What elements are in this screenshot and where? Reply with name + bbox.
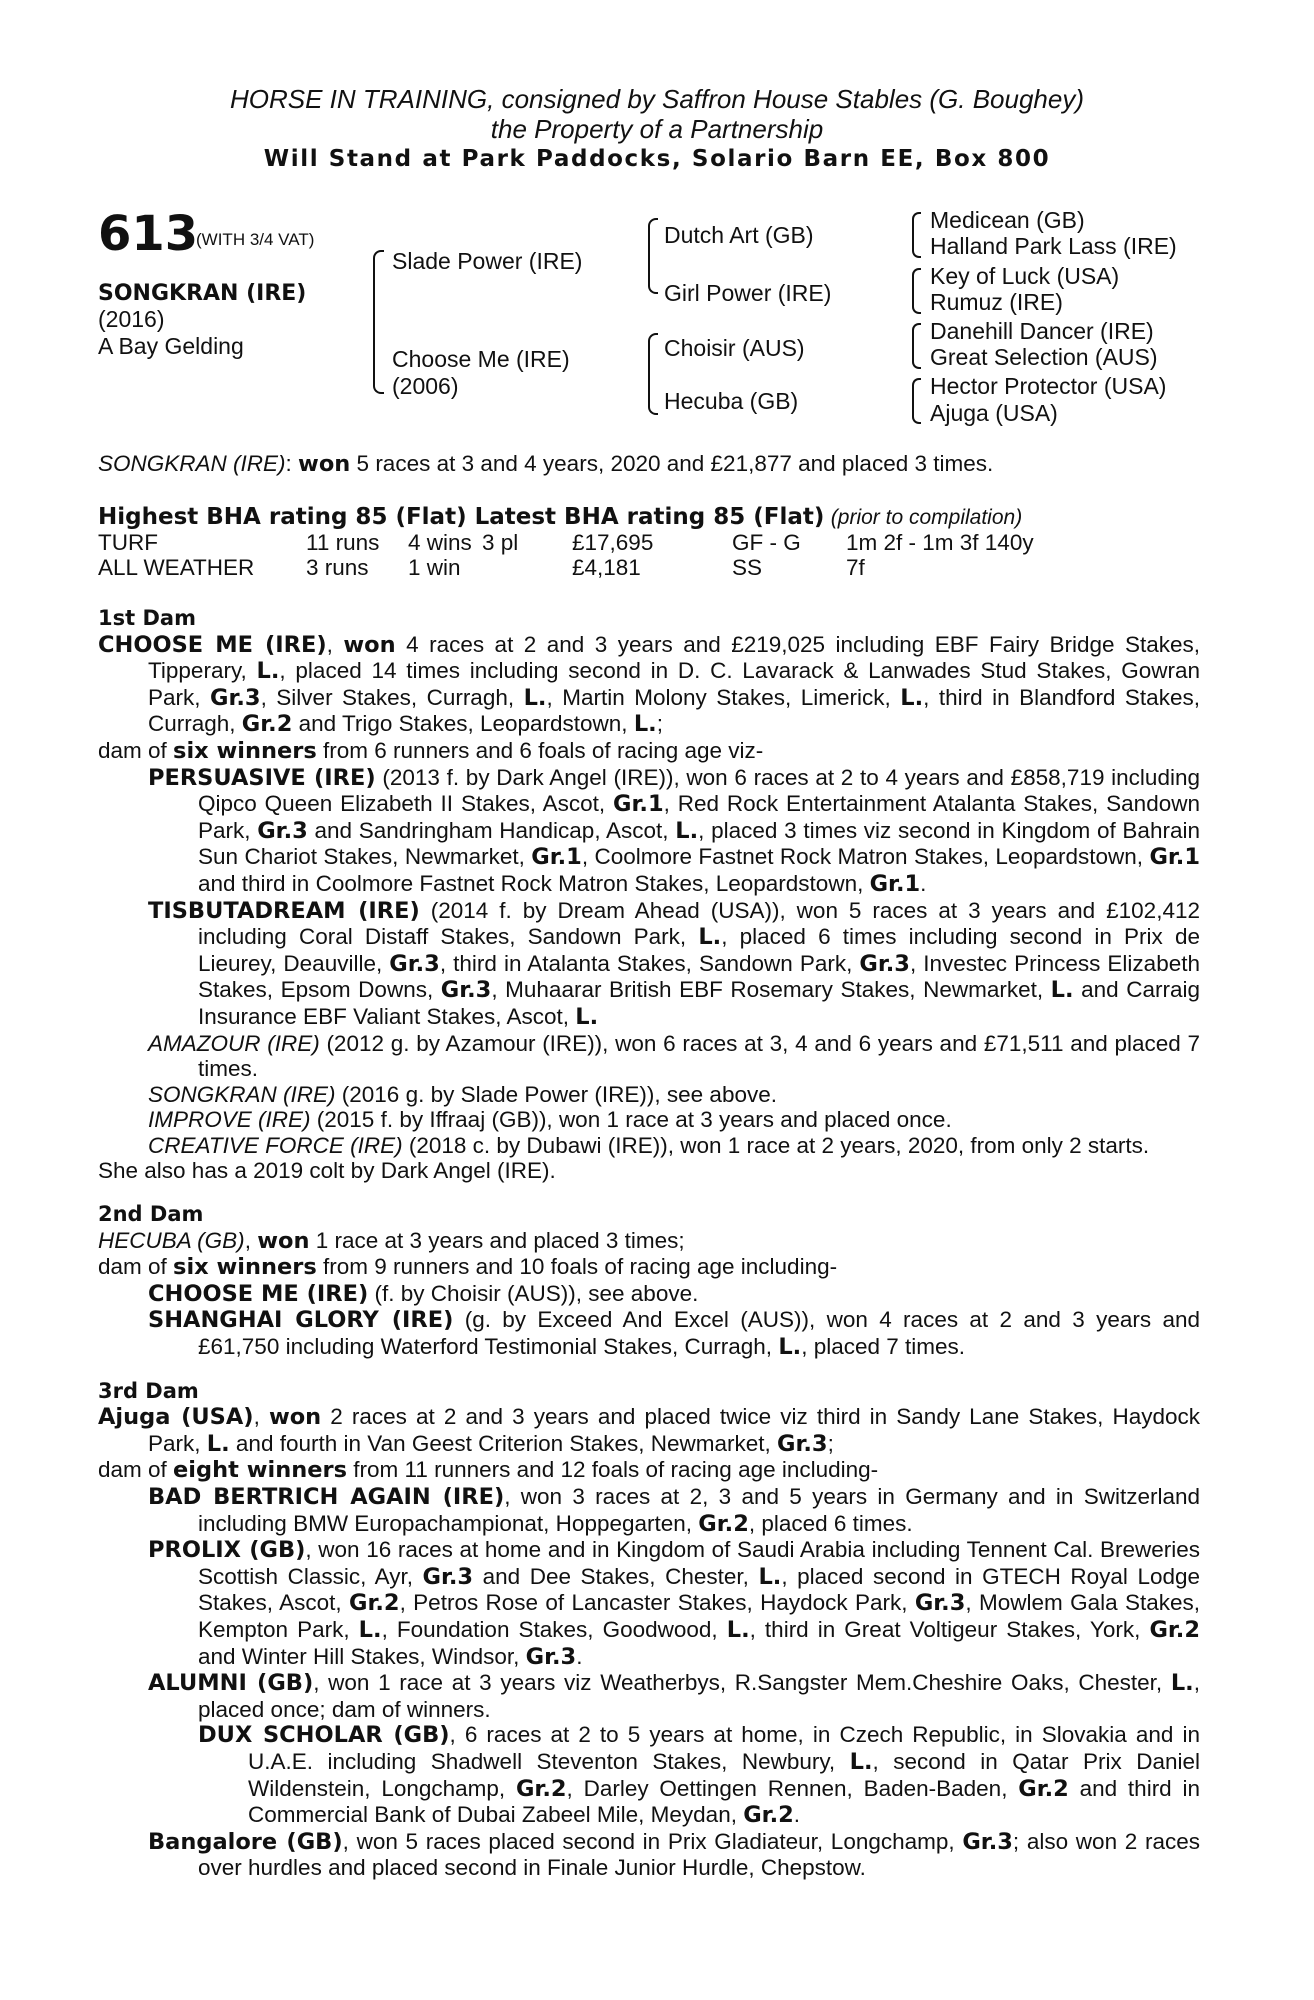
offspring-entry xyxy=(148,898,1200,1031)
record-text: (2015 f. by Iffraaj (GB)), won 1 race at 3 years and placed once. xyxy=(310,1107,952,1133)
table-cell: GF - G xyxy=(732,530,801,555)
grade: Gr.3 xyxy=(422,1563,474,1590)
offspring-entry xyxy=(148,1829,1200,1881)
second-dam-heading: 2nd Dam xyxy=(98,1202,204,1227)
record-text: (2018 c. by Dubawi (IRE)), won 1 race at 2 years, 2020, from only 2 starts. xyxy=(402,1132,1150,1158)
grade: Gr.3 xyxy=(962,1828,1013,1855)
record-text: , placed once; dam of winners. xyxy=(198,1670,1200,1722)
record-text: , Muhaarar British EBF Rosemary Stakes, Newmarket, xyxy=(491,977,1051,1003)
record-text: and fourth in Van Geest Criterion Stakes, Newmarket, xyxy=(229,1430,777,1456)
pedigree-g5: Danehill Dancer (IRE) xyxy=(930,318,1154,344)
grade: L. xyxy=(758,1563,782,1590)
record-text: , Petros Rose of Lancaster Stakes, Haydock Park, xyxy=(399,1590,915,1616)
record-text: from 11 runners and 12 foals of racing age including- xyxy=(347,1457,879,1483)
pedigree-brace-3a xyxy=(912,212,921,258)
third-dam-record: Ajuga (USA), won 2 races at 2 and 3 years and placed twice viz third in Sandy Lane Stakes, Haydock Park, L. and fourth in Van Geest Criterion Stakes, Newmarket, Gr.3; xyxy=(98,1404,1201,1457)
grade: Gr.1 xyxy=(531,844,582,871)
ownership-line: the Property of a Partnership xyxy=(490,114,824,144)
lot-description: A Bay Gelding xyxy=(98,333,244,359)
summary-horse-name: SONGKRAN (IRE) xyxy=(98,451,286,476)
offspring-name: TISBUTADREAM (IRE) xyxy=(148,897,420,924)
record-text: dam of xyxy=(98,737,174,763)
consignor-line: HORSE IN TRAINING, consigned by Saffron House Stables (G. Boughey) xyxy=(229,84,1085,114)
rating-text: Highest BHA rating 85 (Flat) Latest BHA rating 85 (Flat) xyxy=(98,504,825,530)
vat-note: (WITH 3/4 VAT) xyxy=(196,230,315,249)
won-word: won xyxy=(268,1404,322,1431)
table-cell: 3 pl xyxy=(482,530,519,555)
record-text: . xyxy=(576,1643,583,1669)
grade: Gr.1 xyxy=(1149,844,1200,871)
pedigree-g3: Key of Luck (USA) xyxy=(930,263,1120,289)
record-text: from 9 runners and 10 foals of racing age including- xyxy=(316,1254,838,1280)
record-text: and Winter Hill Stakes, Windsor, xyxy=(198,1643,526,1669)
pedigree-dam-year: (2006) xyxy=(392,373,459,399)
pedigree-g8: Ajuga (USA) xyxy=(930,400,1058,426)
grade: L. xyxy=(358,1616,382,1643)
record-text: ; xyxy=(827,1430,834,1456)
offspring-entry xyxy=(148,765,1200,898)
table-cell xyxy=(482,555,572,580)
record-text: 4 races at 2 and 3 years and £219,025 including EBF Fairy Bridge Stakes, Tipperary, xyxy=(148,631,1200,684)
offspring-name: PERSUASIVE (IRE) xyxy=(148,764,376,791)
grade: Gr.2 xyxy=(515,1775,567,1802)
pedigree-g7: Hector Protector (USA) xyxy=(930,373,1167,399)
grade: L. xyxy=(633,711,657,738)
offspring-name: Bangalore (GB) xyxy=(148,1828,343,1855)
dam-name: CHOOSE ME (IRE) xyxy=(98,631,327,658)
record-text: , placed 3 times viz second in Kingdom of Bahrain Sun Chariot Stakes, Newmarket, xyxy=(198,817,1200,870)
table-cell: SS xyxy=(732,555,763,580)
winners-count: six winners xyxy=(173,737,317,764)
pedigree-g6: Great Selection (AUS) xyxy=(930,344,1158,370)
table-cell: 1 win xyxy=(408,555,461,580)
second-dam-record: HECUBA (GB), won 1 race at 3 years and placed 3 times; xyxy=(98,1227,685,1254)
grade: Gr.3 xyxy=(440,977,492,1004)
record-text: and Carraig Insurance EBF Valiant Stakes, Ascot, xyxy=(198,977,1200,1029)
pedigree-dam-sire: Choisir (AUS) xyxy=(664,335,805,361)
record-text: from 6 runners and 6 foals of racing age viz- xyxy=(316,737,764,763)
first-dam-heading: 1st Dam xyxy=(98,606,196,630)
record-text: and third in Coolmore Fastnet Rock Matron Stakes, Leopardstown, xyxy=(198,870,870,896)
table-cell: £17,695 xyxy=(572,530,654,555)
grade: L. xyxy=(778,1334,802,1361)
pedigree-g2: Halland Park Lass (IRE) xyxy=(930,233,1177,259)
pedigree-brace-3b xyxy=(912,268,921,314)
first-dam-record: CHOOSE ME (IRE), won 4 races at 2 and 3 years and £219,025 including EBF Fairy Bridge Stakes, Tipperary, L., placed 14 times including second in D. C. Lavarack & Lanwades Stud Stakes, Gowran Park, Gr.3, Silver Stakes, Curragh, L., Martin Molony Stakes, Limerick, L., third in Blandford Stakes, Curragh, Gr.2 and Trigo Stakes, Leopardstown, L.; xyxy=(98,631,1200,738)
grade: L. xyxy=(726,1616,750,1643)
record-text: (f. by Choisir (AUS)), see above. xyxy=(368,1280,699,1306)
table-cell: ALL WEATHER xyxy=(98,555,255,580)
record-text: , Red Rock Entertainment Atalanta Stakes, Sandown Park, xyxy=(198,791,1200,843)
record-text: ; also won 2 races over hurdles and placed second in Finale Junior Hurdle, Chepstow. xyxy=(198,1828,1200,1881)
winners-count: six winners xyxy=(173,1254,317,1281)
also-has-line: She also has a 2019 colt by Dark Angel (IRE). xyxy=(98,1158,556,1184)
record-text: (2014 f. by Dream Ahead (USA)), won 5 races at 3 years and £102,412 including Coral Distaff Stakes, Sandown Park, xyxy=(198,897,1200,950)
grade: Gr.3 xyxy=(257,817,308,844)
won-word: won xyxy=(257,1227,310,1254)
record-text: (2012 g. by Azamour (IRE)), won 6 races at 3, 4 and 6 years and £71,511 and placed 7 times. xyxy=(198,1030,1200,1082)
lot-foaling-year: (2016) xyxy=(98,306,165,332)
offspring-name: CHOOSE ME (IRE) xyxy=(148,1280,369,1307)
pedigree-brace-1 xyxy=(373,250,384,394)
table-cell: TURF xyxy=(98,530,158,555)
record-text: dam of xyxy=(98,1254,174,1280)
record-text: (2016 g. by Slade Power (IRE)), see above. xyxy=(335,1081,777,1107)
grade: L. xyxy=(575,1003,599,1030)
offspring-entry xyxy=(148,1281,1200,1308)
record-text: , placed 7 times. xyxy=(801,1334,966,1360)
table-cell: 11 runs xyxy=(306,530,380,555)
grade: Gr.2 xyxy=(1149,1616,1200,1643)
grade: Gr.3 xyxy=(525,1643,577,1670)
won-word: won xyxy=(343,631,396,658)
record-text: . xyxy=(920,870,927,896)
pedigree-brace-2a xyxy=(648,218,658,294)
winners-count: eight winners xyxy=(173,1457,348,1484)
offspring-name: DUX SCHOLAR (GB) xyxy=(198,1722,450,1749)
summary-won: won xyxy=(298,451,351,477)
pedigree-sire-dam: Girl Power (IRE) xyxy=(664,280,832,306)
pedigree-brace-3c xyxy=(912,323,921,369)
record-text: and Dee Stakes, Chester, xyxy=(473,1563,759,1589)
grade: L. xyxy=(206,1430,230,1457)
record-text: , third in Blandford Stakes, Curragh, xyxy=(148,684,1200,737)
record-text: , won 5 races placed second in Prix Gladiateur, Longchamp, xyxy=(342,1828,963,1854)
pedigree-g4: Rumuz (IRE) xyxy=(930,289,1063,315)
record-text: dam of xyxy=(98,1457,174,1483)
third-dam-produce-summary xyxy=(98,1457,1200,1484)
grade: L. xyxy=(256,658,280,685)
offspring-entry xyxy=(148,1307,1200,1360)
grade: Gr.3 xyxy=(914,1590,966,1617)
offspring-name: SONGKRAN (IRE) xyxy=(148,1081,336,1107)
grade: Gr.2 xyxy=(241,711,293,738)
grade: Gr.1 xyxy=(613,791,664,818)
table-cell: 1m 2f - 1m 3f 140y xyxy=(846,530,1034,555)
grade: Gr.3 xyxy=(859,950,910,977)
offspring-entry xyxy=(148,1670,1200,1722)
grade: Gr.2 xyxy=(743,1802,794,1829)
offspring-entry xyxy=(148,1484,1200,1537)
record-text: , won 1 race at 3 years viz Weatherbys, R.Sangster Mem.Cheshire Oaks, Chester, xyxy=(313,1670,1171,1696)
offspring-name: CREATIVE FORCE (IRE) xyxy=(148,1132,403,1158)
second-dam-produce-summary xyxy=(98,1254,1200,1281)
offspring-name: PROLIX (GB) xyxy=(148,1537,306,1564)
location-line: Will Stand at Park Paddocks, Solario Barn EE, Box 800 xyxy=(263,146,1051,172)
offspring-entry xyxy=(148,1031,1200,1082)
table-cell: £4,181 xyxy=(572,555,641,580)
record-text: , won 16 races at home and in Kingdom of Saudi Arabia including Tennent Cal. Breweries Scottish Classic, Ayr, xyxy=(198,1537,1200,1589)
record-text: , placed 14 times including second in D. C. Lavarack & Lanwades Stud Stakes, Gowran Park, xyxy=(148,658,1200,710)
record-text: , won 3 races at 2, 3 and 5 years in Germany and in Switzerland including BMW Europachampionat, Hoppegarten, xyxy=(198,1484,1201,1536)
record-text: , Foundation Stakes, Goodwood, xyxy=(381,1616,727,1642)
record-text: , Darley Oettingen Rennen, Baden-Baden, xyxy=(566,1775,1019,1801)
offspring-name: SHANGHAI GLORY (IRE) xyxy=(148,1307,454,1334)
record-text: , placed 6 times. xyxy=(748,1510,913,1536)
record-text: , placed second in GTECH Royal Lodge Stakes, Ascot, xyxy=(198,1563,1201,1616)
record-text: 1 race at 3 years and placed 3 times; xyxy=(309,1227,685,1253)
dam-name: HECUBA (GB) xyxy=(98,1227,245,1253)
grade: Gr.3 xyxy=(777,1430,828,1457)
grade: Gr.2 xyxy=(349,1590,400,1617)
record-text: , third in Atalanta Stakes, Sandown Park, xyxy=(439,950,860,976)
first-dam-produce-summary xyxy=(98,738,1200,765)
record-text: and third in Commercial Bank of Dubai Zabeel Mile, Meydan, xyxy=(248,1775,1200,1828)
offspring-name: BAD BERTRICH AGAIN (IRE) xyxy=(148,1484,505,1510)
table-cell: 3 runs xyxy=(306,555,369,580)
record-text: and Sandringham Handicap, Ascot, xyxy=(307,817,676,843)
record-text: (g. by Exceed And Excel (AUS)), won 4 races at 2 and 3 years and £61,750 including Waterford Testimonial Stakes, Curragh, xyxy=(198,1307,1200,1360)
record-text: , Investec Princess Elizabeth Stakes, Epsom Downs, xyxy=(198,950,1200,1003)
grade: L. xyxy=(1050,977,1074,1004)
pedigree-dam: Choose Me (IRE) xyxy=(392,346,570,372)
offspring-name: IMPROVE (IRE) xyxy=(148,1107,311,1133)
race-record-table xyxy=(98,530,1034,580)
rating-line xyxy=(98,503,1022,530)
pedigree-sire: Slade Power (IRE) xyxy=(392,248,583,274)
offspring-entry xyxy=(198,1722,1200,1828)
record-text: , 6 races at 2 to 5 years at home, in Czech Republic, in Slovakia and in U.A.E. including Shadwell Steventon Stakes, Newbury, xyxy=(248,1722,1200,1774)
grade: Gr.1 xyxy=(869,870,921,897)
family-text xyxy=(98,606,1200,1881)
offspring-entry xyxy=(148,1082,1200,1108)
lot-number: 613 xyxy=(98,206,199,262)
pedigree-g1: Medicean (GB) xyxy=(930,207,1085,233)
record-text: , Coolmore Fastnet Rock Matron Stakes, Leopardstown, xyxy=(581,844,1150,870)
offspring-entry xyxy=(148,1107,1200,1133)
table-row xyxy=(98,530,1034,555)
third-dam-heading: 3rd Dam xyxy=(98,1378,199,1403)
dam-name: Ajuga (USA) xyxy=(98,1404,254,1431)
race-summary: SONGKRAN (IRE): won 5 races at 3 and 4 years, 2020 and £21,877 and placed 3 times. xyxy=(98,451,994,477)
grade: L. xyxy=(1170,1670,1194,1697)
record-text: and Trigo Stakes, Leopardstown, xyxy=(292,711,634,737)
record-text: , Martin Molony Stakes, Limerick, xyxy=(546,684,901,710)
grade: L. xyxy=(900,684,924,711)
pedigree-brace-2b xyxy=(648,333,658,415)
pedigree-brace-3d xyxy=(912,378,921,424)
record-text: . xyxy=(793,1802,801,1828)
record-text: , Mowlem Gala Stakes, Kempton Park, xyxy=(198,1590,1201,1642)
record-text: , second in Qatar Prix Daniel Wildenstein, Longchamp, xyxy=(248,1748,1200,1801)
offspring-entry xyxy=(148,1537,1200,1670)
offspring-name: AMAZOUR (IRE) xyxy=(148,1030,320,1056)
offspring-name: ALUMNI (GB) xyxy=(148,1670,314,1697)
grade: Gr.2 xyxy=(1018,1775,1069,1802)
grade: Gr.3 xyxy=(210,684,261,711)
summary-text: 5 races at 3 and 4 years, 2020 and £21,877 and placed 3 times. xyxy=(350,451,994,476)
grade: L. xyxy=(675,817,699,844)
record-text: ; xyxy=(656,711,663,737)
pedigree-dam-dam: Hecuba (GB) xyxy=(664,388,799,414)
rating-note: (prior to compilation) xyxy=(830,506,1023,529)
record-text: , third in Great Voltigeur Stakes, York, xyxy=(749,1616,1150,1642)
table-row xyxy=(98,555,1034,580)
record-text: , Silver Stakes, Curragh, xyxy=(260,684,524,710)
grade: L. xyxy=(523,684,547,711)
record-text: 2 races at 2 and 3 years and placed twice viz third in Sandy Lane Stakes, Haydock Park, xyxy=(148,1404,1201,1456)
table-cell: 7f xyxy=(846,555,865,580)
pedigree-sire-sire: Dutch Art (GB) xyxy=(664,222,814,248)
record-text: (2013 f. by Dark Angel (IRE)), won 6 races at 2 to 4 years and £858,719 including Qipco Queen Elizabeth II Stakes, Ascot, xyxy=(198,764,1200,817)
lot-horse-name: SONGKRAN (IRE) xyxy=(98,281,307,306)
grade: L. xyxy=(849,1748,873,1775)
table-cell: 4 wins xyxy=(408,530,472,555)
grade: L. xyxy=(698,924,722,951)
grade: Gr.3 xyxy=(389,950,440,977)
record-text: , placed 6 times including second in Prix de Lieurey, Deauville, xyxy=(198,924,1200,976)
offspring-entry xyxy=(148,1133,1200,1159)
grade: Gr.2 xyxy=(698,1510,749,1537)
